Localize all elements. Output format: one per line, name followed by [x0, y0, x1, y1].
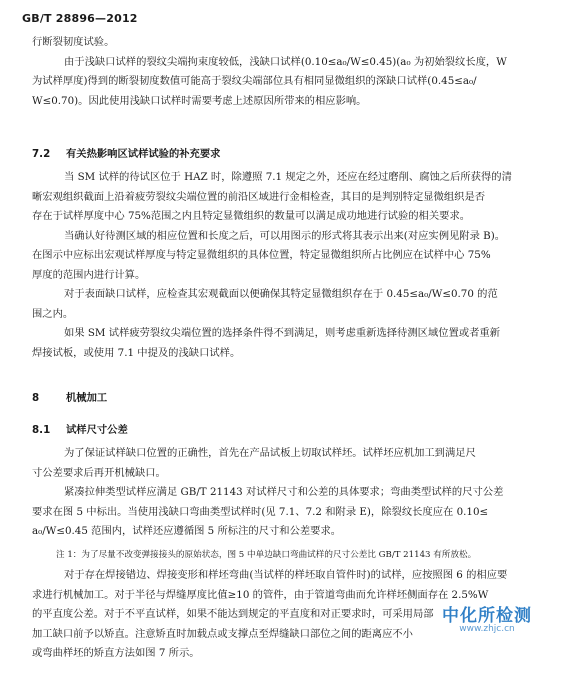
text-line: 寸公差要求后再开机械缺口。	[32, 466, 166, 479]
text-line: 对于表面缺口试样，应检查其宏观截面以便确保其特定显微组织存在于 0.45≤a₀/W≤0.70 的范	[64, 288, 498, 300]
text-line: 存在于试样厚度中心 75%范围之内且特定显微组织的数量可以满足成功地进行试验的相关要求。	[32, 210, 471, 222]
section-heading-8	[32, 389, 107, 404]
section-title: 试样尺寸公差	[66, 424, 128, 436]
text-line: 为试样厚度)得到的断裂韧度数值可能高于裂纹尖端部位具有相同显微组织的深缺口试样(0.45≤a₀/	[32, 75, 477, 87]
section-title: 有关热影响区试样试验的补充要求	[66, 148, 221, 160]
section-8-1-text-continued	[32, 566, 540, 664]
section-7-2-text	[32, 168, 540, 363]
section-number: 8.1	[32, 424, 51, 436]
section-number: 8	[32, 392, 40, 404]
text-line: W≤0.70)。因此使用浅缺口试样时需要考虑上述原因所带来的相应影响。	[32, 94, 367, 107]
text-line: 在图示中应标出宏观试样厚度与特定显微组织的具体位置，特定显微组织所占比例应在试样中心 75%	[32, 249, 491, 261]
section-title: 机械加工	[66, 392, 108, 404]
text-line: 加工缺口前予以矫直。注意矫直时加载点或支撑点至焊缝缺口部位之间的距离应不小	[32, 627, 413, 640]
text-line: 厚度的范围内进行计算。	[32, 268, 146, 281]
watermark-text: 中化所检测	[442, 606, 532, 626]
text-line: 为了保证试样缺口位置的正确性，首先在产品试板上切取试样坯。试样坯应机加工到满足尺	[64, 447, 476, 459]
text-line: 的平直度公差。对于不平直试样，如果不能达到规定的平直度和对正要求时，可采用局部	[32, 608, 434, 620]
text-line: 当确认好待测区域的相应位置和长度之后，可以用图示的形式将其表示出来(对应实例见附录 B)。	[64, 229, 506, 242]
text-line: 行断裂韧度试验。	[32, 36, 115, 48]
text-line: 对于存在焊接错边、焊接变形和样坯弯曲(当试样的样坯取自管件时)的试样，应按照图 6 的相应要	[64, 569, 508, 581]
section-8-1-text	[32, 444, 540, 542]
intro-text	[32, 33, 540, 111]
text-line: 要求在图 5 中标出。当使用浅缺口弯曲类型试样时(见 7.1、7.2 和附录 E)，除裂纹长度应在 0.10≤	[32, 505, 489, 518]
section-number: 7.2	[32, 148, 51, 160]
text-line: a₀/W≤0.45 范围内，试样还应遵循图 5 所标注的尺寸和公差要求。	[32, 525, 342, 537]
section-heading-8-1	[32, 421, 128, 436]
section-heading-7-2	[32, 145, 220, 160]
text-line: 当 SM 试样的待试区位于 HAZ 时，除遵照 7.1 规定之外，还应在经过磨削、腐蚀之后所获得的清	[64, 171, 512, 183]
note-1: 注 1：为了尽量不改变弹接接头的原始状态，图 5 中单边缺口弯曲试样的尺寸公差比 GB/T 21143 有所放松。	[56, 550, 477, 560]
text-line: 由于浅缺口试样的裂纹尖端拘束度较低，浅缺口试样(0.10≤a₀/W≤0.45)(a₀ 为初始裂纹长度，W	[64, 55, 507, 68]
text-line: 晰宏观组织截面上沿着疲劳裂纹尖端位置的前沿区域进行金相检查，其目的是判别特定显微组织是否	[32, 190, 486, 203]
watermark-url: www.zhjc.cn	[459, 624, 515, 634]
text-line: 如果 SM 试样疲劳裂纹尖端位置的选择条件得不到满足，则考虑重新选择待测区域位置或者重新	[64, 327, 501, 339]
text-line: 求进行机械加工。对于半径与焊缝厚度比值≥10 的管件，由于管道弯曲而允许样坯侧面存在 2.5%W	[32, 588, 489, 601]
text-line: 紧凑拉伸类型试样应满足 GB/T 21143 对试样尺寸和公差的具体要求；弯曲类型试样的尺寸公差	[64, 486, 504, 498]
text-line: 围之内。	[32, 307, 74, 320]
standard-code: GB/T 28896—2012	[22, 12, 138, 25]
text-line: 或弯曲样坯的矫直方法如图 7 所示。	[32, 647, 200, 659]
text-line: 焊接试板，或使用 7.1 中提及的浅缺口试样。	[32, 346, 241, 359]
